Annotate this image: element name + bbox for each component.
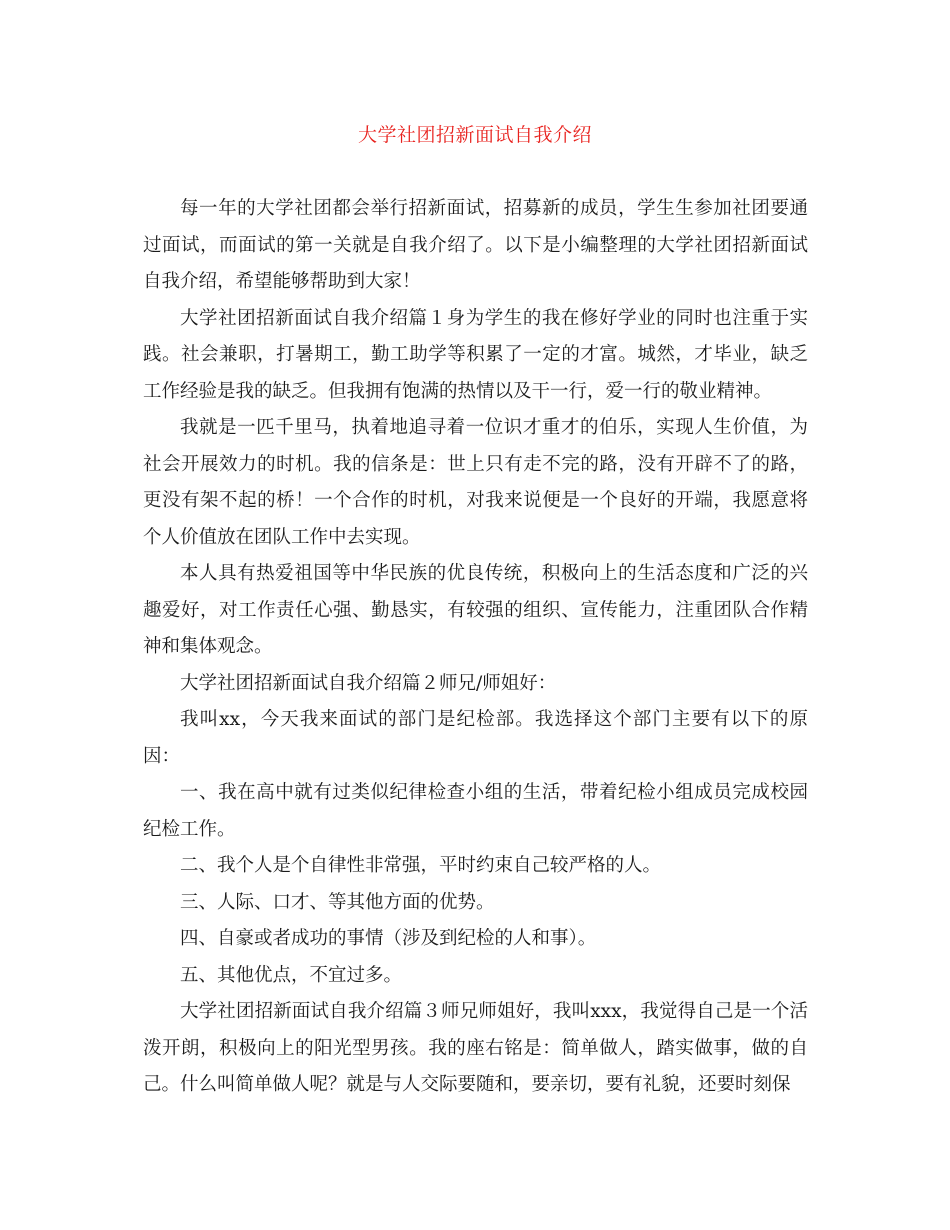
list-item-reason-1: 一、我在高中就有过类似纪律检查小组的生活，带着纪检小组成员完成校园纪检工作。 (143, 782, 808, 840)
list-item-reason-5: 五、其他优点，不宜过多。 (180, 964, 403, 986)
list-item-reason-2: 二、我个人是个自律性非常强，平时约束自己较严格的人。 (180, 855, 662, 876)
paragraph-sample-1: 大学社团招新面试自我介绍篇１身为学生的我在修好学业的同时也注重于实践。社会兼职，打暑期工，勤工助学等积累了一定的才富。城然，才毕业，缺乏工作经验是我的缺乏。但我拥有饱满的热情以及干一行，爱一行的敬业精神。 (143, 307, 808, 402)
document-title: 大学社团招新面试自我介绍 (357, 124, 592, 146)
paragraph-intro: 每一年的大学社团都会举行招新面试，招募新的成员，学生生参加社团要通过面试，而面试的第一关就是自我介绍了。以下是小编整理的大学社团招新面试自我介绍，希望能够帮助到大家！ (143, 198, 808, 292)
paragraph-sample-3: 大学社团招新面试自我介绍篇３师兄师姐好，我叫xxx，我觉得自己是一个活泼开朗，积极向上的阳光型男孩。我的座右铭是：简单做人，踏实做事，做的自己。什么叫简单做人呢？就是与人交际要随和，要亲切，要有礼貌，还要时刻保 (143, 1001, 808, 1095)
paragraph-sample-2-greeting: 大学社团招新面试自我介绍篇２师兄/师姐好： (180, 672, 557, 694)
document-body (143, 191, 808, 1104)
list-item-reason-3: 三、人际、口才、等其他方面的优势。 (180, 891, 495, 913)
paragraph-sample-2-reason-intro: 我叫xx，今天我来面试的部门是纪检部。我选择这个部门主要有以下的原因： (143, 709, 808, 767)
paragraph-sample-1-continued: 我就是一匹千里马，执着地追寻着一位识才重才的伯乐，实现人生价值，为社会开展效力的时机。我的信条是：世上只有走不完的路，没有开辟不了的路，更没有架不起的桥！一个合作的时机，对我来说便是一个良好的开端，我愿意将个人价值放在团队工作中去实现。 (143, 417, 808, 548)
paragraph-sample-1-closing: 本人具有热爱祖国等中华民族的优良传统，积极向上的生活态度和广泛的兴趣爱好，对工作责任心强、勤恳实，有较强的组织、宣传能力，注重团队合作精神和集体观念。 (143, 563, 808, 657)
list-item-reason-4: 四、自豪或者成功的事情（涉及到纪检的人和事）。 (180, 928, 597, 949)
